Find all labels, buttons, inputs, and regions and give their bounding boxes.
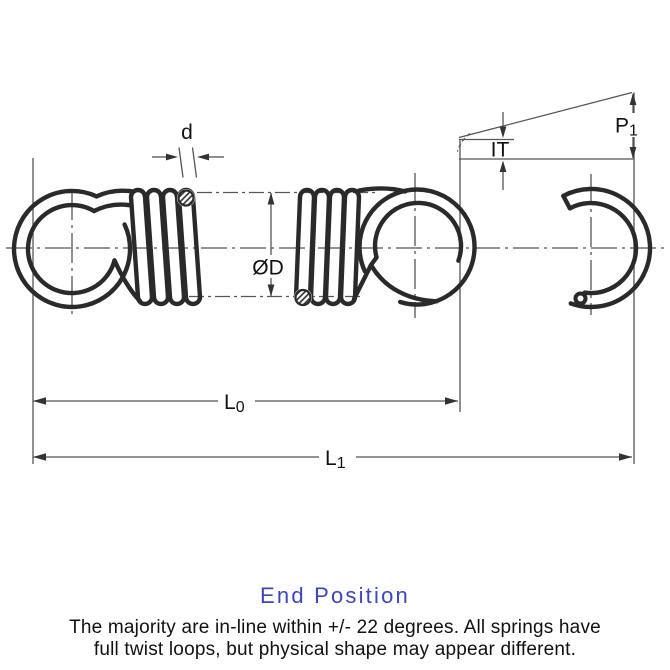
dimension-l0 (33, 390, 458, 416)
caption-block (69, 583, 601, 660)
right-hook-inner-arc (375, 203, 461, 261)
left-coils (131, 189, 200, 304)
wire-end-cross-section (296, 290, 311, 305)
end-hook-wire-tip (576, 294, 586, 304)
p1-arrowhead (630, 147, 637, 159)
l1-arrowhead (619, 453, 632, 460)
end-hook-cut-cap (563, 196, 570, 208)
l0-label: L0 (224, 391, 245, 416)
d-label: d (181, 121, 193, 144)
l0-arrowhead (33, 397, 46, 404)
caption-line-2: full twist loops, but physical shape may appear different. (93, 639, 577, 660)
dimension-it (491, 112, 510, 190)
p1-arrowhead (630, 93, 637, 105)
wire-end-cross-section (179, 191, 194, 206)
dimension-od (248, 193, 288, 297)
l1-label: L1 (325, 447, 346, 472)
right-hook-sweep (371, 265, 437, 301)
dimension-p1 (612, 93, 646, 159)
end-position-title: End Position (260, 583, 410, 608)
od-label: ØD (252, 256, 284, 280)
it-arrowhead (500, 127, 507, 139)
d-extension-line (193, 148, 197, 178)
od-arrowhead (268, 285, 275, 297)
right-hook (354, 188, 475, 304)
dimension-d (152, 121, 224, 178)
it-arrowhead (500, 161, 507, 173)
left-hook-inner-arc (28, 205, 115, 293)
d-arrowhead (166, 154, 178, 161)
p1-label: P1 (615, 114, 638, 140)
od-arrowhead (268, 193, 275, 205)
l0-arrowhead (445, 397, 458, 404)
coil-loop (341, 190, 359, 304)
right-hook-top-connector (359, 188, 405, 191)
caption-line-1: The majority are in-line within +/- 22 degrees. All springs have (69, 617, 601, 638)
dimension-l1 (33, 446, 632, 472)
left-hook-top-connector-inner (94, 205, 132, 211)
d-extension-line (179, 148, 183, 178)
l1-arrowhead (33, 453, 46, 460)
load-slope-line (459, 93, 632, 138)
force-line-construction (458, 93, 635, 160)
it-label: IT (490, 138, 510, 162)
left-hook-top-connector-outer (97, 191, 134, 197)
d-arrowhead (197, 154, 209, 161)
